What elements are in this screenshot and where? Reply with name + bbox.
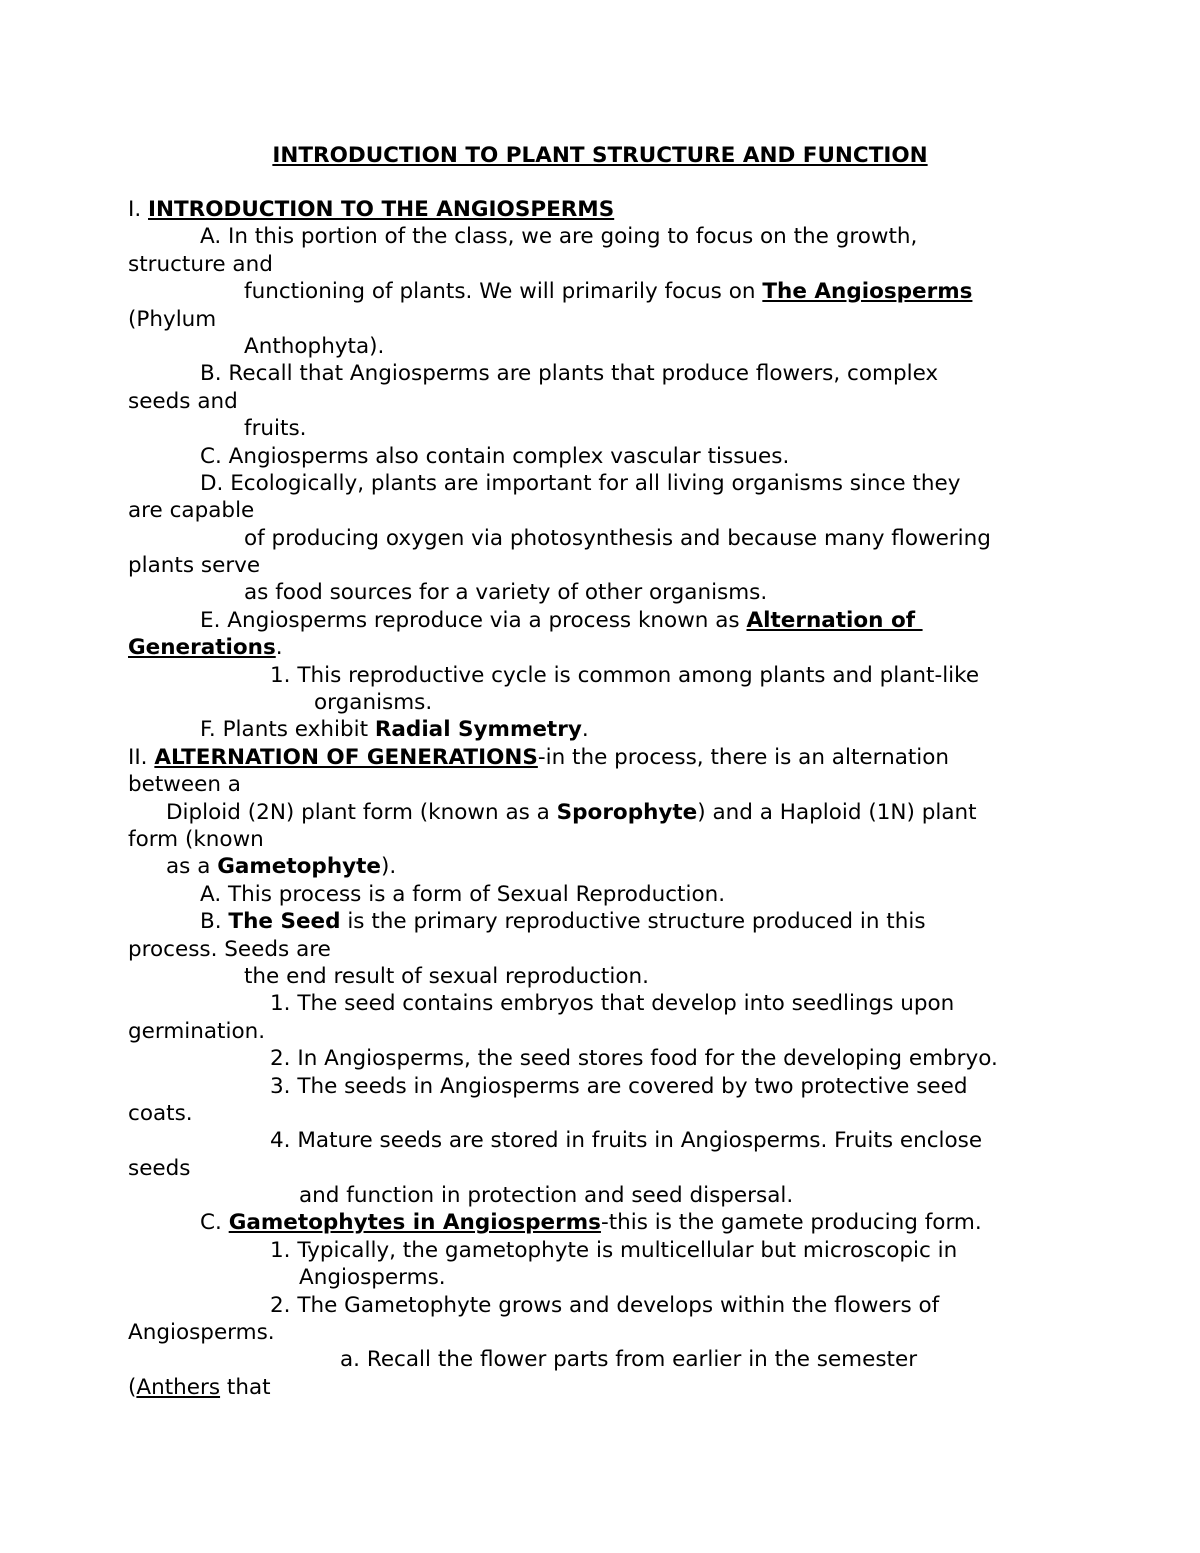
section-1-heading-line — [128, 196, 1088, 223]
term-angiosperms: The Angiosperms — [762, 279, 973, 305]
text-line: C. Angiosperms also contain complex vascular tissues. — [200, 443, 790, 469]
section-1-numeral: I. — [128, 197, 149, 222]
text-line: 4. Mature seeds are stored in fruits in Angiosperms. Fruits enclose — [270, 1128, 983, 1154]
text-line: Angiosperms. — [128, 1320, 275, 1346]
term-radial-symmetry: Radial Symmetry — [374, 717, 582, 743]
text-run: . — [581, 717, 589, 743]
section-2-numeral: II. — [128, 744, 155, 770]
text-line: process. Seeds are — [128, 936, 331, 962]
text-line: 1. The seed contains embryos that develop into seedlings upon — [270, 991, 955, 1017]
section-2-heading: ALTERNATION OF GENERATIONS — [154, 744, 538, 770]
text-run: . — [275, 635, 283, 661]
text-line: seeds and — [128, 388, 238, 414]
text-line: germination. — [128, 1018, 266, 1044]
text-line: 1. Typically, the gametophyte is multicellular but microscopic in — [270, 1237, 958, 1263]
text-line: plants serve — [128, 553, 261, 579]
text-line: A. In this portion of the class, we are going to focus on the growth, — [200, 224, 918, 250]
text-line: structure and — [128, 251, 273, 277]
text-line: 3. The seeds in Angiosperms are covered by two protective seed — [270, 1073, 968, 1099]
term-alternation-of-generations-cont: Generations — [128, 635, 276, 661]
term-gametophytes-in-angiosperms: Gametophytes in Angiosperms — [228, 1210, 601, 1236]
text-run: that — [220, 1374, 271, 1400]
text-line: D. Ecologically, plants are important for all living organisms since they — [200, 470, 961, 496]
text-line: 1. This reproductive cycle is common among plants and plant-like — [270, 662, 980, 688]
text-run: functioning of plants. We will primarily focus on — [244, 279, 763, 305]
text-line: Anthophyta). — [244, 333, 385, 359]
text-run: ( — [128, 1374, 137, 1400]
text-line: as food sources for a variety of other organisms. — [244, 580, 768, 606]
text-run: C. — [200, 1210, 229, 1236]
term-alternation-of-generations: Alternation of — [746, 607, 923, 633]
text-run: Diploid (2N) plant form (known as a — [166, 799, 557, 825]
text-run: ) and a Haploid (1N) plant — [697, 799, 977, 825]
text-line — [128, 1374, 1088, 1401]
text-line — [128, 634, 1088, 661]
text-line — [128, 853, 1088, 880]
text-line: 2. In Angiosperms, the seed stores food for the developing embryo. — [270, 1046, 998, 1072]
term-gametophyte: Gametophyte — [217, 854, 381, 880]
text-line: fruits. — [244, 416, 307, 442]
text-line: B. Recall that Angiosperms are plants that produce flowers, complex — [200, 361, 939, 387]
text-run: E. Angiosperms reproduce via a process known as — [200, 607, 747, 633]
text-line: Angiosperms. — [299, 1265, 446, 1291]
text-run: -in the process, there is an alternation — [537, 744, 950, 770]
term-sporophyte: Sporophyte — [556, 799, 698, 825]
text-line: A. This process is a form of Sexual Reproduction. — [200, 881, 726, 907]
section-1-heading: INTRODUCTION TO THE ANGIOSPERMS — [148, 197, 615, 222]
text-line — [128, 607, 1088, 634]
text-run: -this is the gamete producing form. — [600, 1210, 982, 1236]
term-the-seed: The Seed — [228, 909, 341, 935]
text-run: is the primary reproductive structure produced in this — [340, 909, 926, 935]
text-line: coats. — [128, 1100, 193, 1126]
text-line: a. Recall the flower parts from earlier in the semester — [340, 1347, 918, 1373]
text-line: of producing oxygen via photosynthesis and because many flowering — [244, 525, 991, 551]
text-line — [128, 278, 1088, 305]
text-line: are capable — [128, 498, 255, 524]
text-line: and function in protection and seed dispersal. — [299, 1183, 794, 1209]
text-line — [128, 716, 1088, 743]
term-anthers: Anthers — [136, 1374, 221, 1400]
text-line: between a — [128, 772, 241, 798]
text-run: as a — [166, 854, 218, 880]
text-line: organisms. — [314, 690, 433, 716]
section-2-heading-line — [128, 744, 1088, 771]
text-run: B. — [200, 909, 229, 935]
text-line: 2. The Gametophyte grows and develops within the flowers of — [270, 1292, 940, 1318]
text-line: seeds — [128, 1155, 191, 1181]
document-title: INTRODUCTION TO PLANT STRUCTURE AND FUNCTION — [272, 143, 928, 168]
text-line: the end result of sexual reproduction. — [244, 963, 649, 989]
text-line: form (known — [128, 826, 264, 852]
text-line — [128, 799, 1088, 826]
text-run: F. Plants exhibit — [200, 717, 375, 743]
text-line — [128, 908, 1088, 935]
document-body — [128, 196, 1088, 1401]
text-run: ). — [381, 854, 397, 880]
text-line — [128, 1209, 1088, 1236]
text-line: (Phylum — [128, 306, 217, 332]
